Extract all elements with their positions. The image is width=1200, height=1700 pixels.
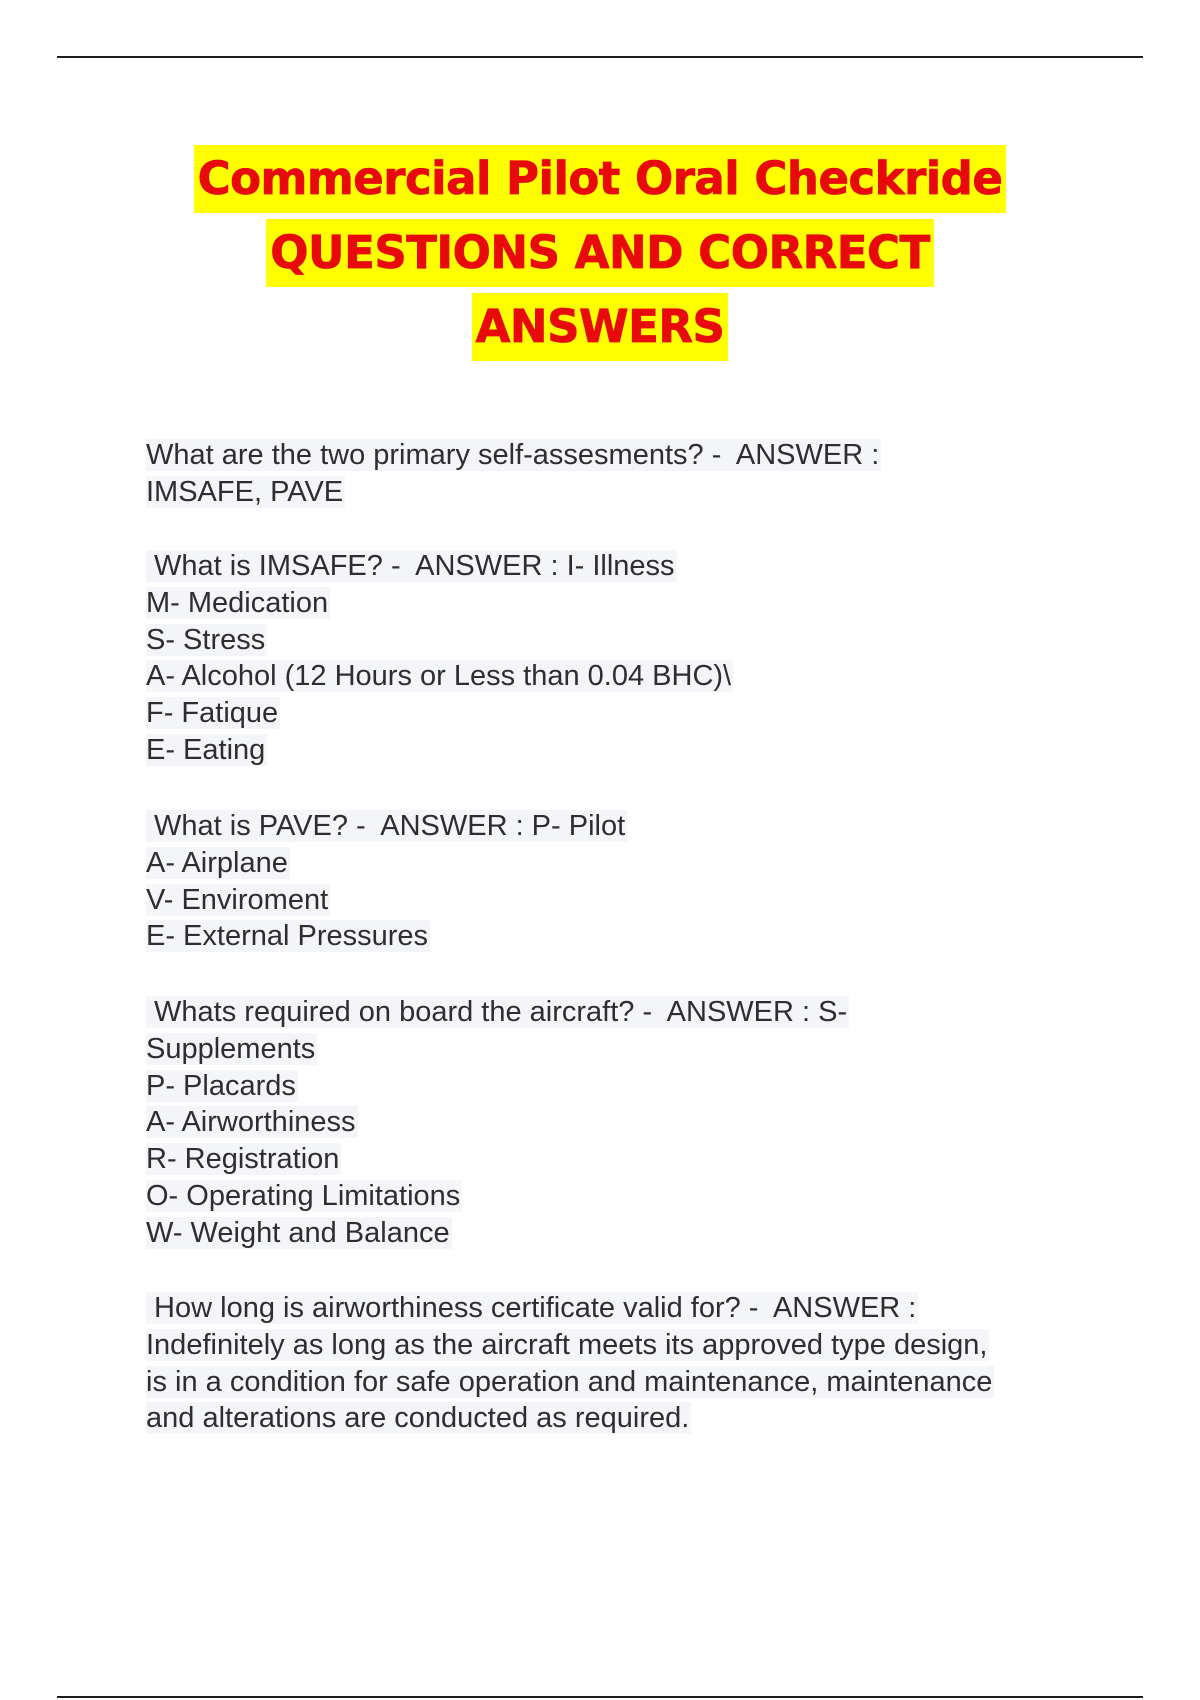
document-title <box>0 145 1200 367</box>
title-line-3: ANSWERS <box>0 293 1200 367</box>
answer-line: Indefinitely as long as the aircraft meets its approved type design, <box>146 1328 988 1361</box>
qa-block-required-onboard <box>146 994 849 1252</box>
header-rule <box>57 56 1143 58</box>
answer-line: P- Placards <box>146 1069 296 1102</box>
answer-line: A- Alcohol (12 Hours or Less than 0.04 BHC)\ <box>146 660 732 693</box>
answer-line: A- Airworthiness <box>146 1106 356 1139</box>
question-line: What are the two primary self-assesments? - ANSWER : <box>146 439 880 471</box>
answer-line: E- External Pressures <box>146 920 429 953</box>
question-line: Whats required on board the aircraft? - ANSWER : S- <box>146 996 848 1028</box>
answer-line: is in a condition for safe operation and maintenance, maintenance <box>146 1365 993 1398</box>
answer-line: V- Enviroment <box>146 883 329 916</box>
qa-block-self-assessments <box>146 437 881 511</box>
answer-line: A- Airplane <box>146 846 288 879</box>
qa-block-pave <box>146 808 627 955</box>
answer-line: R- Registration <box>146 1143 340 1176</box>
answer-line: M- Medication <box>146 586 329 619</box>
question-line: How long is airworthiness certificate valid for? - ANSWER : <box>146 1292 917 1324</box>
answer-line: IMSAFE, PAVE <box>146 475 344 508</box>
title-line-2: QUESTIONS AND CORRECT <box>0 219 1200 293</box>
answer-line: S- Stress <box>146 623 266 656</box>
question-line: What is IMSAFE? - ANSWER : I- Illness <box>146 550 675 582</box>
answer-line: O- Operating Limitations <box>146 1179 461 1212</box>
answer-line: W- Weight and Balance <box>146 1216 450 1249</box>
answer-line: F- Fatique <box>146 697 279 730</box>
answer-line: Supplements <box>146 1032 316 1065</box>
qa-block-airworthiness-validity <box>146 1290 994 1437</box>
footer-rule <box>57 1696 1143 1698</box>
title-line-1: Commercial Pilot Oral Checkride <box>0 145 1200 219</box>
answer-line: E- Eating <box>146 733 266 766</box>
question-line: What is PAVE? - ANSWER : P- Pilot <box>146 810 626 842</box>
qa-block-imsafe <box>146 548 733 769</box>
answer-line: and alterations are conducted as required. <box>146 1402 690 1435</box>
